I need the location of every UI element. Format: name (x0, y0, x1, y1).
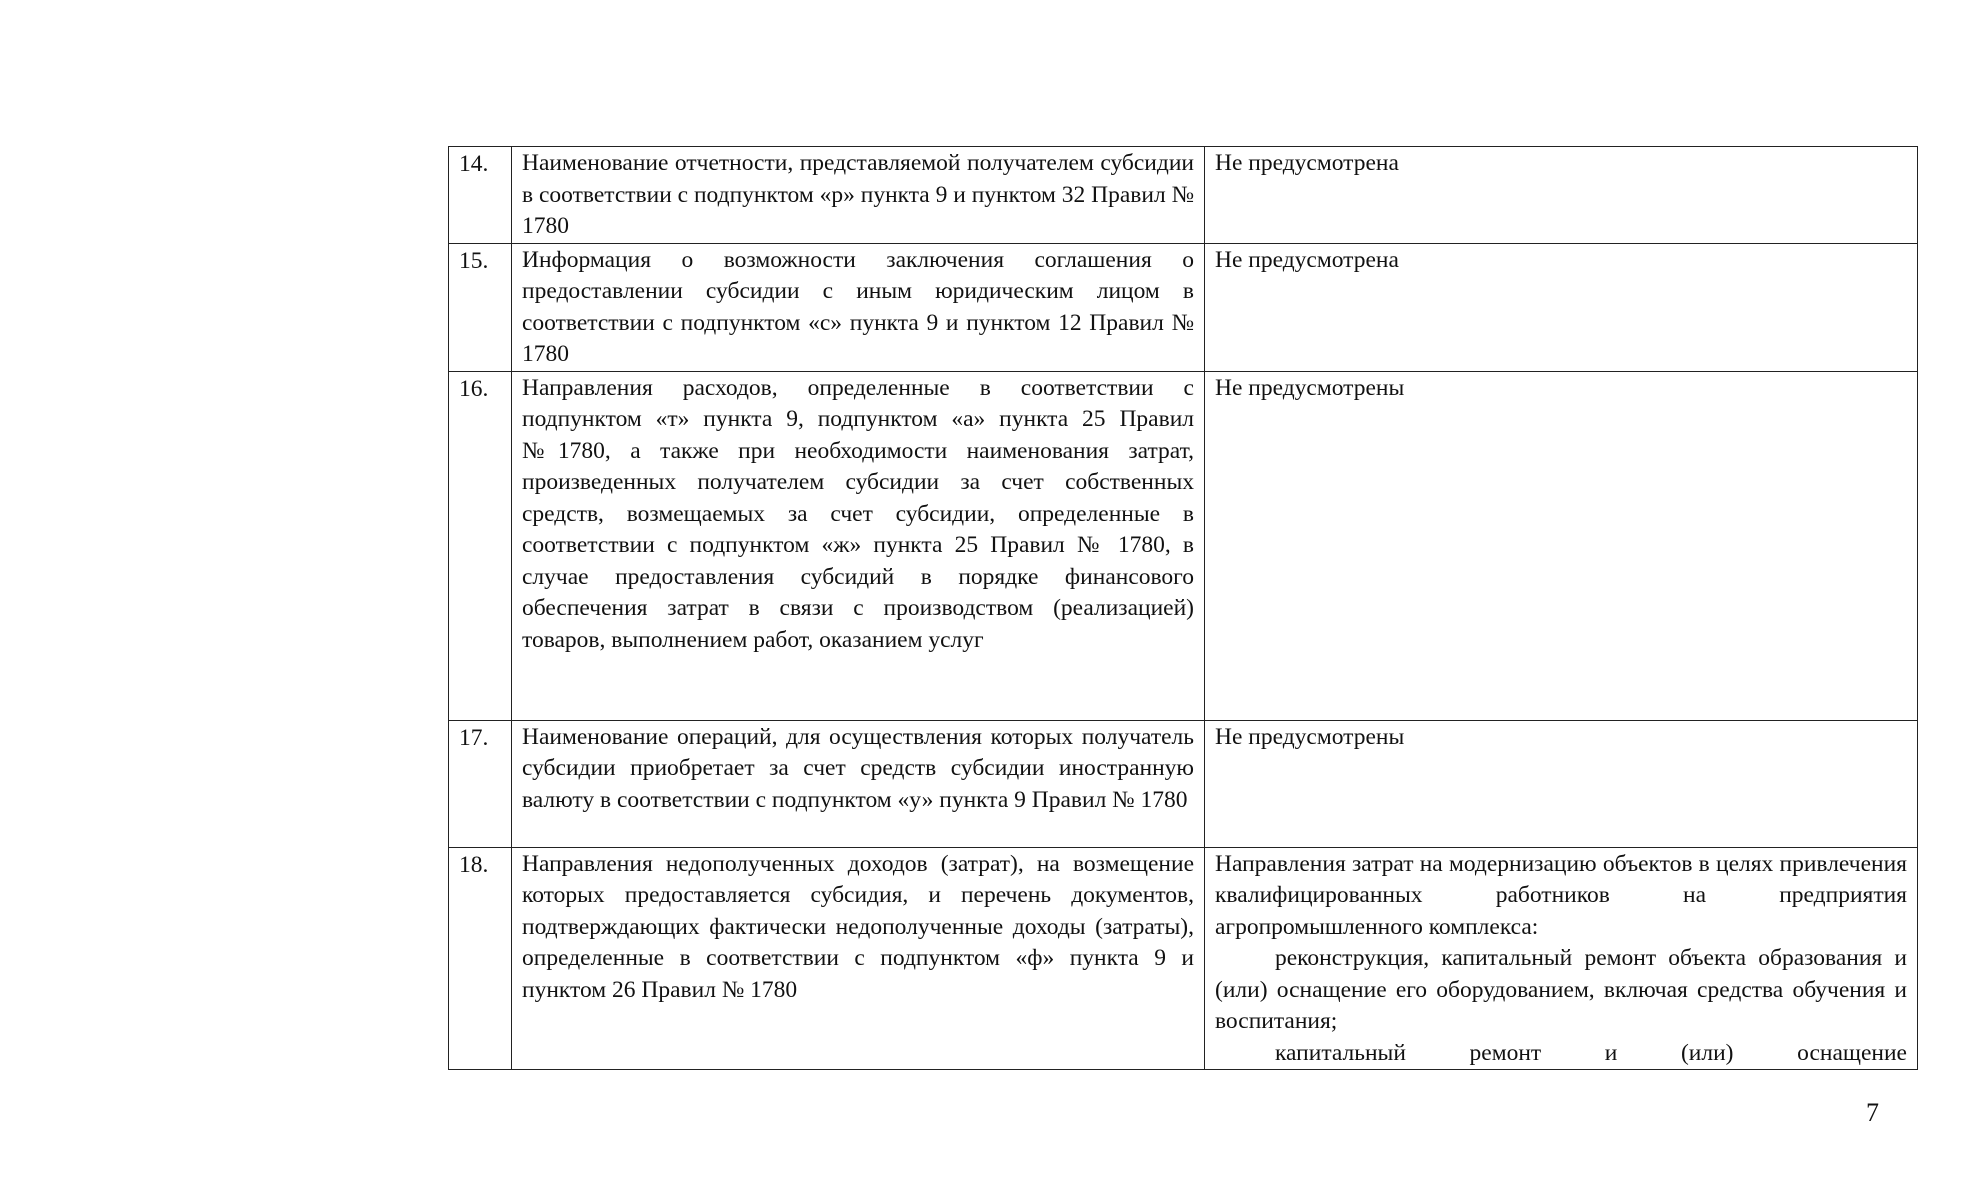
table-row (449, 147, 1918, 244)
row-value (1205, 847, 1918, 1070)
value-paragraph: реконструкция, капитальный ремонт объекта образования и (или) оснащение его оборудованием, включая средства обучения и воспитания; (1215, 945, 1907, 1034)
table-row (449, 847, 1918, 1070)
row-number: 18. (449, 847, 512, 1070)
row-description: Наименование отчетности, представляемой получателем субсидии в соответствии с подпунктом «р» пункта 9 и пунктом 32 Правил № 1780 (512, 147, 1205, 244)
row-number: 15. (449, 243, 512, 371)
conditions-table (448, 146, 1918, 1070)
row-value: Не предусмотрена (1205, 147, 1918, 244)
row-value: Не предусмотрены (1205, 371, 1918, 720)
row-description: Наименование операций, для осуществления которых получатель субсидии приобретает за счет средств субсидии иностранную валюту в соответствии с подпунктом «у» пункта 9 Правил № 1780 (512, 720, 1205, 847)
row-value: Не предусмотрена (1205, 243, 1918, 371)
value-paragraph: Направления затрат на модернизацию объектов в целях привлечения квалифицированных работников на предприятия агропромышленного комплекса: (1215, 850, 1907, 940)
page-number: 7 (1866, 1098, 1879, 1127)
value-paragraph: капитальный ремонт и (или) оснащение (1275, 1039, 1907, 1066)
row-number: 17. (449, 720, 512, 847)
table-row (449, 371, 1918, 720)
row-value: Не предусмотрены (1205, 720, 1918, 847)
row-number: 16. (449, 371, 512, 720)
row-description: Направления недополученных доходов (затрат), на возмещение которых предоставляется субсидия, и перечень документов, подтверждающих фактически недополученные доходы (затраты), определенные в соответствии с подпунктом «ф» пункта 9 и пунктом 26 Правил № 1780 (512, 847, 1205, 1070)
row-description: Информация о возможности заключения соглашения о предоставлении субсидии с иным юридическим лицом в соответствии с подпунктом «с» пункта 9 и пунктом 12 Правил № 1780 (512, 243, 1205, 371)
table-row (449, 720, 1918, 847)
row-description: Направления расходов, определенные в соответствии с подпунктом «т» пункта 9, подпунктом «а» пункта 25 Правил №1780, а также при необходимости наименования затрат, произведенных получателем субсидии за счет собственных средств, возмещаемых за счет субсидии, определенные в соответствии с подпунктом «ж» пункта 25 Правил № 1780, в случае предоставления субсидий в порядке финансового обеспечения затрат в связи с производством (реализацией) товаров, выполнением работ, оказанием услуг (512, 371, 1205, 720)
table-row (449, 243, 1918, 371)
row-number: 14. (449, 147, 512, 244)
